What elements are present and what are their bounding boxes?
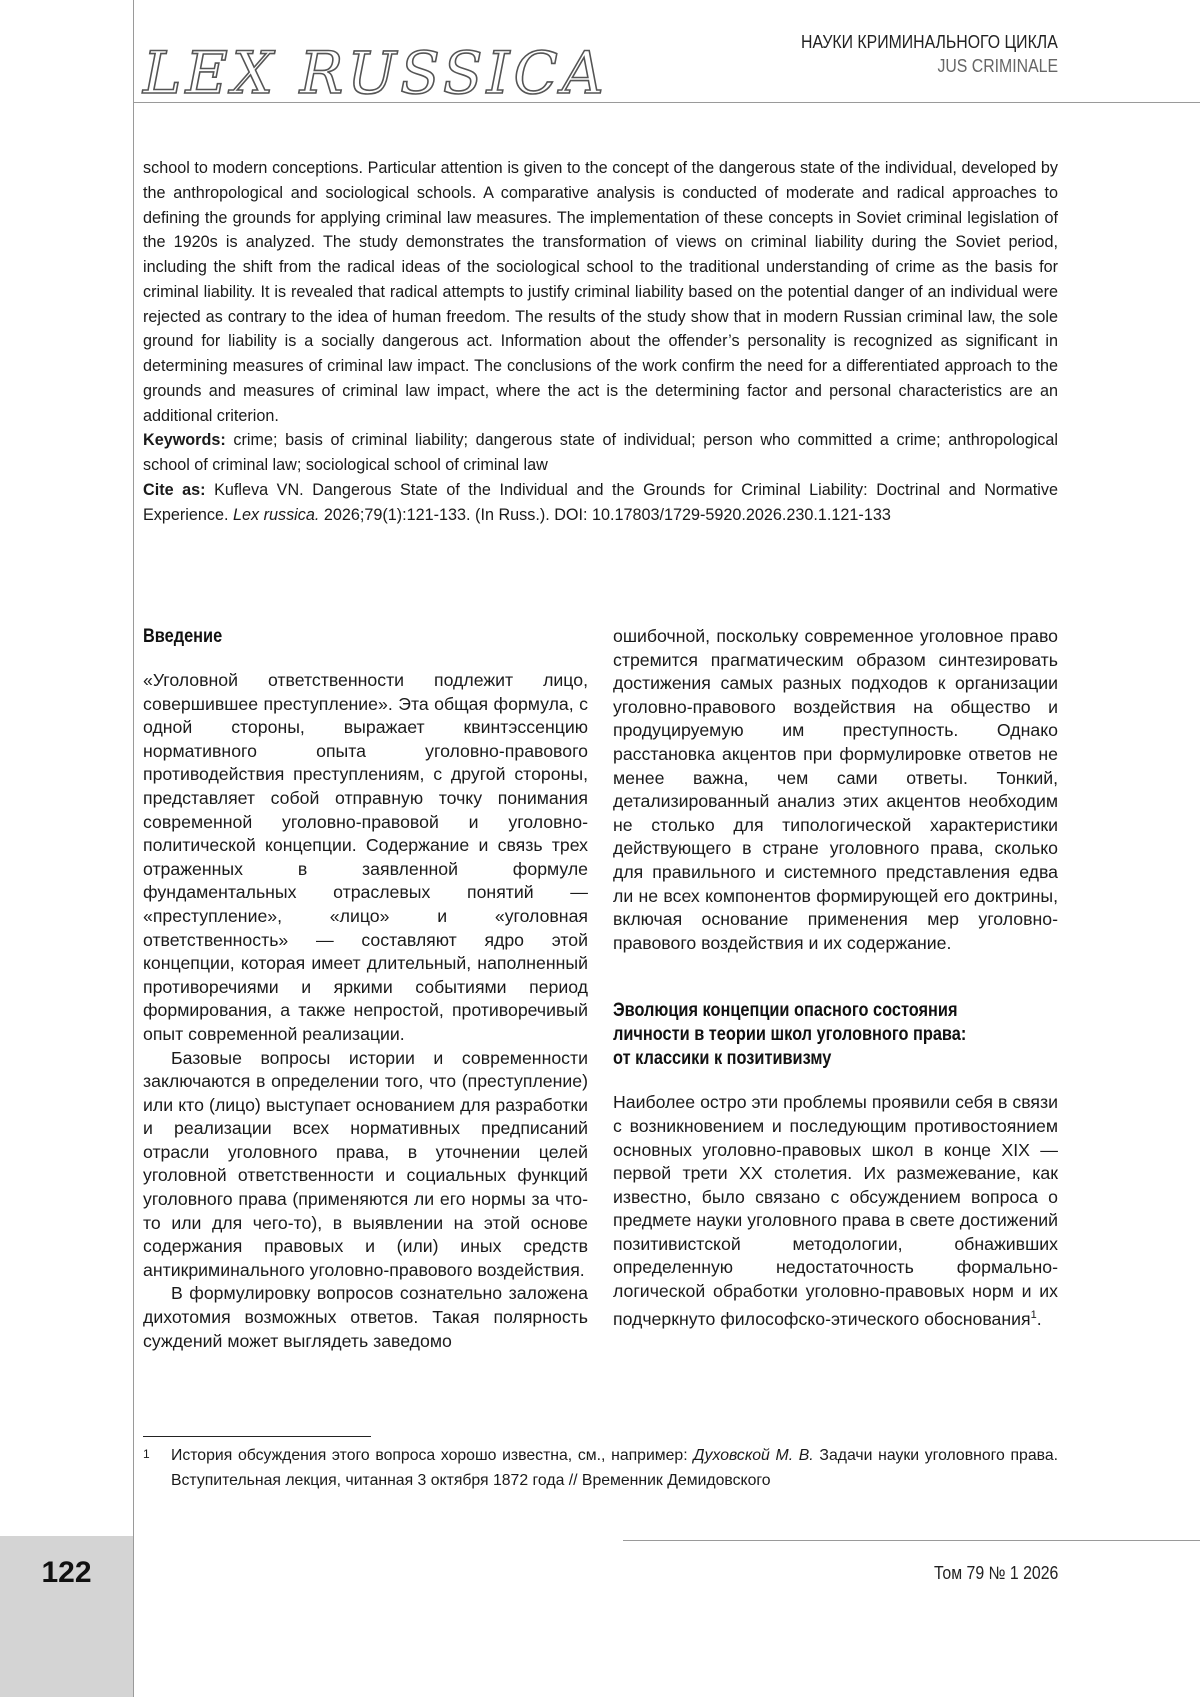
abstract-block [143, 156, 1058, 527]
right-paragraph-2 [613, 1091, 1058, 1331]
abstract-text: school to modern conceptions. Particular attention is given to the concept of the dangerous state of the individual, developed by the anthropological and sociological schools. A comparative analysis is conducted of moderate and radical approaches to defining the grounds for applying criminal law measures. The implementation of these concepts in Soviet criminal legislation of the 1920s is analyzed. The study demonstrates the transformation of views on criminal liability during the Soviet period, including the shift from the radical ideas of the sociological school to the traditional understanding of crime as the basis for criminal liability. It is revealed that radical attempts to justify criminal liability based on the potential danger of an individual were rejected as contrary to the idea of human freedom. The results of the study show that in modern Russian criminal law, the sole ground for liability is a socially dangerous act. Information about the offender’s personality is recognized as significant in determining measures of criminal law impact. The conclusions of the work confirm the need for a differentiated approach to the grounds and measures of criminal law impact, where the act is the determining factor and personal characteristics are an additional criterion. [143, 159, 1058, 425]
left-margin-strip [0, 0, 134, 1697]
section-subtitle: JUS CRIMINALE [937, 56, 1058, 76]
evolution-heading-line-3: от классики к позитивизму [613, 1048, 832, 1070]
introduction-heading: Введение [143, 626, 223, 647]
journal-logo: LEX RUSSICA [143, 39, 608, 107]
footnote-ref[interactable]: 1 [1030, 1308, 1037, 1321]
intro-paragraph-1: «Уголовной ответственности подлежит лицо, совершившее преступление». Эта общая формула, с одной стороны, выражает квинтэссенцию нормативного опыта уголовно-правового противодействия преступлениям, с другой стороны, представляет собой отправную точку понимания современной уголовно-правовой и уголовно-политической концепции. Содержание и связь трех отраженных в заявленной формуле фундаментальных отраслевых понятий — «преступление», «лицо» и «уголовная ответственность» — составляют ядро этой концепции, которая имеет длительный, наполненный противоречиями и яркими событиями период формирования, а также непростой, противоречивый опыт современной реализации. [143, 670, 588, 1044]
right-column [613, 625, 1058, 1331]
footer-divider [623, 1540, 1200, 1541]
right-paragraph-2-end: . [1036, 1308, 1042, 1329]
cite-text: Kufleva VN. Dangerous State of the Individual and the Grounds for Criminal Liability: Doctrinal and Normative Experience. [143, 480, 1058, 524]
cite-line [143, 478, 1058, 528]
page-number: 122 [41, 1556, 92, 1589]
cite-label: Cite as: [143, 480, 206, 499]
evolution-heading-line-1: Эволюция концепции опасного состояния [613, 1000, 958, 1022]
footnote-text-end: Задачи науки уголовного права. Вступительная лекция, читанная 3 октября 1872 года // Временник Демидовского [171, 1447, 1059, 1489]
footnote-number: 1 [143, 1447, 150, 1461]
footnote-text-start: История обсуждения этого вопроса хорошо известна, см., например: [171, 1447, 688, 1464]
footnote [143, 1444, 1058, 1493]
keywords-line [143, 428, 1058, 478]
header-divider [133, 102, 1200, 103]
intro-paragraph-3: В формулировку вопросов сознательно заложена дихотомия возможных ответов. Такая полярность суждений может выглядеть заведомо [143, 1283, 588, 1351]
right-paragraph-1: ошибочной, поскольку современное уголовное право стремится прагматическим образом синтезировать достижения самых разных подходов к организации уголовно-правового воздействия на общество и продуцируемую им преступность. Однако расстановка акцентов при формулировке ответов не менее важна, чем сами ответы. Тонкий, детализированный анализ этих акцентов необходим не столько для типологической характеристики действующего в стране уголовного права, сколько для правильного и системного представления едва ли не всех компонентов формирующей его доктрины, включая основание применения мер уголовно-правового воздействия и их содержание. [613, 626, 1058, 953]
cite-journal: Lex russica. [232, 505, 320, 524]
footnote-author: Духовской М. В. [693, 1447, 814, 1464]
cite-rest: 2026;79(1):121-133. (In Russ.). DOI: 10.17803/1729-5920.2026.230.1.121-133 [323, 505, 891, 524]
keywords-label: Keywords: [143, 431, 226, 450]
left-column [143, 625, 588, 1353]
keywords-text: crime; basis of criminal liability; dangerous state of individual; person who committed a crime; anthropological school of criminal law; sociological school of criminal law [143, 431, 1058, 474]
issue-info: Том 79 № 1 2026 [933, 1563, 1058, 1583]
section-title: НАУКИ КРИМИНАЛЬНОГО ЦИКЛА [801, 32, 1058, 52]
right-paragraph-2-text: Наиболее остро эти проблемы проявили себя в связи с возникновением и последующим противостоянием основных уголовно-правовых школ в конце XIX — первой трети XX столетия. Их размежевание, как известно, было связано с обсуждением вопроса о предмете науки уголовного права в свете достижений позитивистской методологии, обнаживших определенную недостаточность формально-логической обработки уголовно-правовых норм и их подчеркнуто философско-этического обоснования [613, 1092, 1058, 1329]
footnote-text [143, 1444, 1058, 1493]
intro-paragraph-2: Базовые вопросы истории и современности заключаются в определении того, что (преступление) или кто (лицо) выступает основанием для разработки и реализации всех нормативных предписаний отрасли уголовного права, в уточнении целей уголовной ответственности и социальных функций уголовного права (применяются ли его нормы за что-то или для чего-то), в выявлении на этой основе содержания правовых и (или) иных средств антикриминального уголовно-правового воздействия. [143, 1047, 588, 1280]
evolution-heading-line-2: личности в теории школ уголовного права: [613, 1024, 967, 1046]
evolution-heading [613, 999, 1057, 1071]
footnote-divider [143, 1436, 371, 1437]
